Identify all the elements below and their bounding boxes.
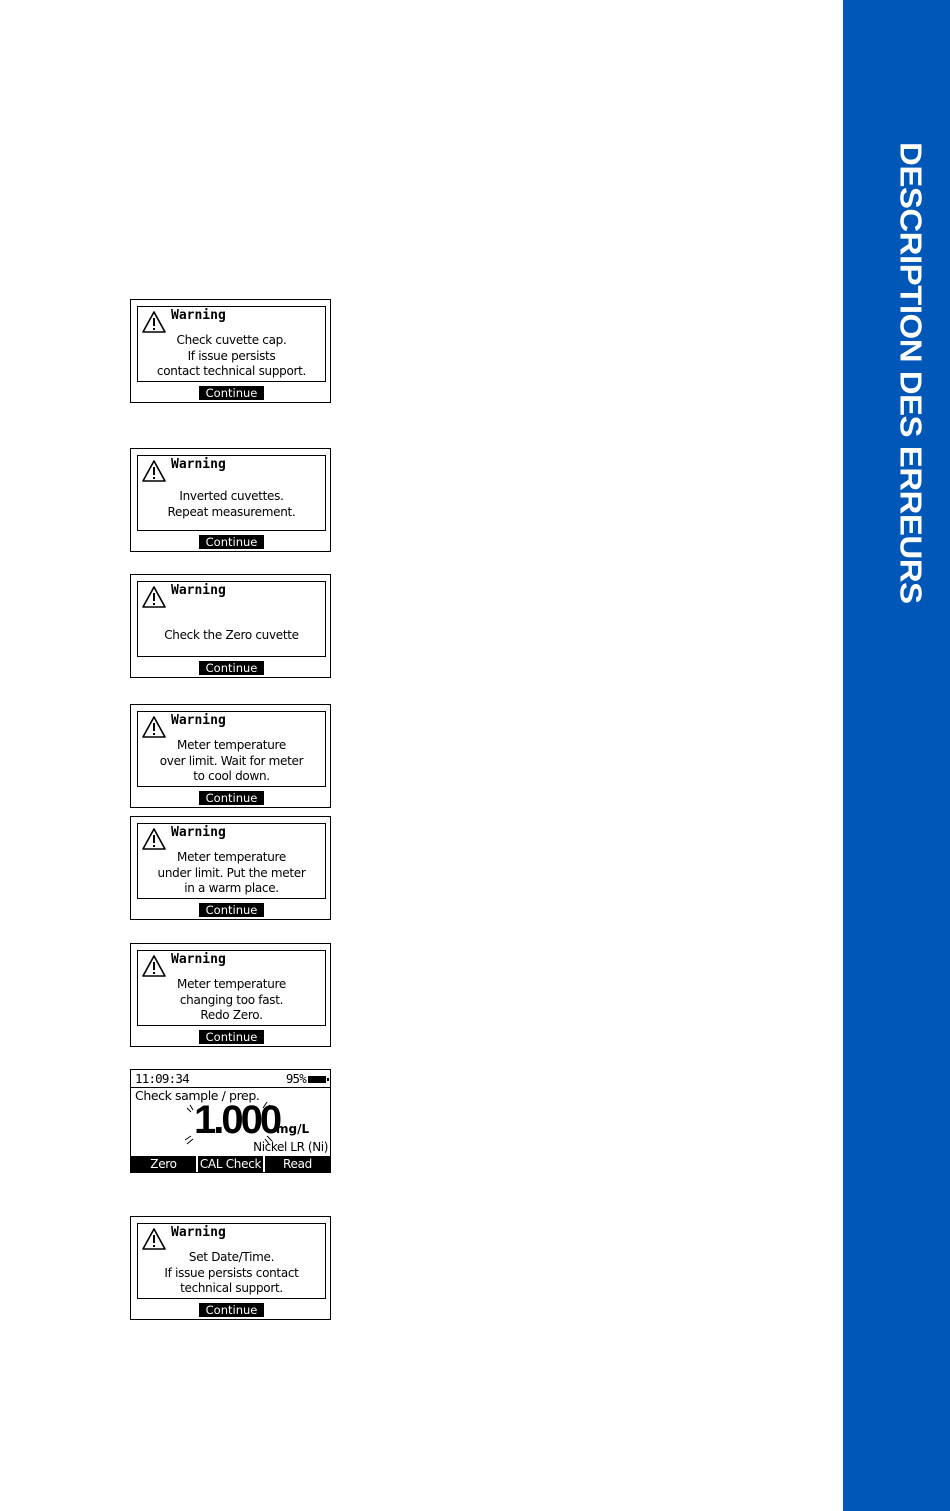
warning-title: Warning: [171, 308, 226, 323]
warning-title: Warning: [171, 457, 226, 472]
warning-message: Inverted cuvettes. Repeat measurement.: [167, 489, 296, 519]
warning-icon: [141, 954, 167, 978]
warning-dialog: [137, 306, 326, 382]
measurement-screen: [130, 1069, 331, 1173]
warning-message: Set Date/Time. If issue persists contact technical support.: [164, 1250, 299, 1295]
softkey-bar: [131, 1156, 330, 1172]
continue-button[interactable]: Continue: [199, 1030, 264, 1044]
warning-icon: [141, 1227, 167, 1251]
warning-title: Warning: [171, 825, 226, 840]
measurement-unit: mg/L: [276, 1122, 310, 1136]
warning-icon: [141, 827, 167, 851]
warning-message: Meter temperature changing too fast. Redo Zero.: [177, 977, 286, 1022]
warning-dialog: [137, 581, 326, 657]
continue-button[interactable]: Continue: [199, 791, 264, 805]
continue-button[interactable]: Continue: [199, 386, 264, 400]
measurement-value: 1.000: [194, 1098, 280, 1142]
battery-level: 95%: [285, 1071, 306, 1086]
continue-button[interactable]: Continue: [199, 661, 264, 675]
warning-icon: [141, 310, 167, 334]
warning-screen: [130, 574, 331, 678]
continue-button[interactable]: Continue: [199, 903, 264, 917]
warning-screen: [130, 1216, 331, 1320]
warning-message: Meter temperature under limit. Put the meter in a warm place.: [157, 850, 306, 895]
warning-screen: [130, 704, 331, 808]
method-name: Nickel LR (Ni): [253, 1140, 328, 1154]
warning-message: Meter temperature over limit. Wait for meter to cool down.: [159, 738, 304, 783]
battery-icon: [308, 1076, 326, 1083]
warning-message: Check the Zero cuvette: [164, 628, 299, 642]
warning-dialog: [137, 455, 326, 531]
warning-title: Warning: [171, 713, 226, 728]
warning-dialog: [137, 711, 326, 787]
continue-button[interactable]: Continue: [199, 535, 264, 549]
read-button[interactable]: Read: [265, 1156, 330, 1172]
warning-title: Warning: [171, 952, 226, 967]
warning-icon: [141, 715, 167, 739]
section-title: DESCRIPTION DES ERREURS: [893, 142, 928, 604]
zero-button[interactable]: Zero: [131, 1156, 196, 1172]
cal-check-button[interactable]: CAL Check: [199, 1157, 262, 1171]
warning-dialog: [137, 1223, 326, 1299]
warning-title: Warning: [171, 1225, 226, 1240]
clock-time: 11:09:34: [135, 1071, 189, 1086]
warning-icon: [141, 585, 167, 609]
continue-button[interactable]: Continue: [199, 1303, 264, 1317]
warning-dialog: [137, 823, 326, 899]
warning-icon: [141, 459, 167, 483]
warning-dialog: [137, 950, 326, 1026]
warning-message: Check cuvette cap. If issue persists contact technical support.: [156, 333, 307, 378]
warning-title: Warning: [171, 583, 226, 598]
warning-screen: [130, 448, 331, 552]
warning-screen: [130, 816, 331, 920]
warning-screen: [130, 943, 331, 1047]
status-message: Check sample / prep.: [135, 1088, 260, 1103]
warning-screen: [130, 299, 331, 403]
